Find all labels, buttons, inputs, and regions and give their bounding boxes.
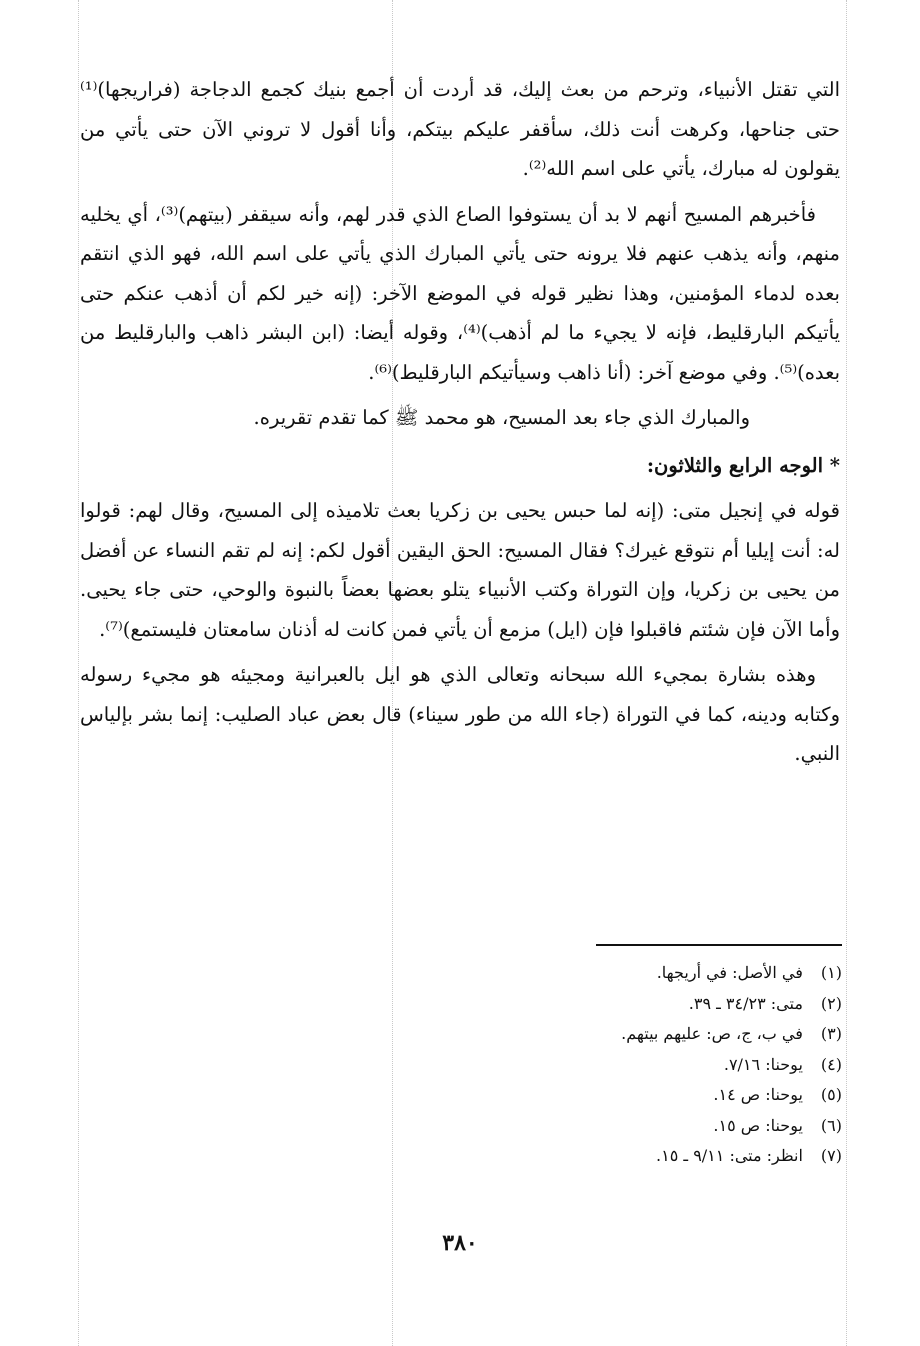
footnote-item	[342, 1080, 842, 1111]
footnote-text: في الأصل: في أريجها.	[656, 963, 803, 982]
footnote-item	[342, 1141, 842, 1172]
paragraph-3: والمبارك الذي جاء بعد المسيح، هو محمد ﷺ كما تقدم تقريره.	[253, 406, 750, 429]
footnote-text: انظر: متى: ٩/١١ ـ ١٥.	[656, 1146, 803, 1165]
footnotes-list	[342, 958, 842, 1172]
paragraph-2: فأخبرهم المسيح أنهم لا بد أن يستوفوا الصاع الذي قدر لهم، وأنه سيقفر (بيتهم)⁽³⁾، أي يخليه منهم، وأنه يذهب عنهم فلا يرونه حتى يأتي المبارك الذي يأتي على اسم الله، فهو الذي انتقم بعده لدماء المؤمنين، وهذا نظير قوله في الموضع الآخر: (إنه خير لكم أن أذهب عنكم حتى يأتيكم البارقليط، فإنه لا يجيء ما لم أذهب)⁽⁴⁾، وقوله أيضا: (ابن البشر ذاهب والبارقليط من بعده)⁽⁵⁾. وفي موضع آخر: (أنا ذاهب وسيأتيكم البارقليط)⁽⁶⁾.	[80, 202, 840, 384]
scan-artifact-line	[846, 0, 847, 1346]
page-number: ٣٨٠	[442, 1230, 478, 1256]
footnote-item	[342, 1050, 842, 1081]
footnote-number: (٧)	[820, 1146, 842, 1165]
footnote-text: يوحنا: ٧/١٦.	[723, 1054, 803, 1074]
paragraph-4: قوله في إنجيل متى: (إنه لما حبس يحيى بن زكريا بعث تلاميذه إلى المسيح، وقال لهم: قولوا له: أنت إيليا أم نتوقع غيرك؟ فقال المسيح: الحق اليقين أقول لكم: إنه لم تقم النساء عن أفضل من يحيى بن زكريا، وإن التوراة وكتب الأنبياء يتلو بعضها بعضاً بالنبوة والوحي، حتى جاء يحيى. وأما الآن فإن شئتم فاقبلوا فإن (ايل) مزمع أن يأتي فمن كانت له أذنان سامعتان فليستمع)⁽⁷⁾.	[80, 499, 840, 641]
footnote-text: متى: ٣٤/٢٣ ـ ٣٩.	[688, 993, 803, 1013]
footnote-number: (١)	[820, 963, 842, 982]
footnote-text: يوحنا: ص ١٥.	[713, 1115, 803, 1135]
footnote-text: في ب، ج، ص: عليهم بيتهم.	[621, 1024, 803, 1043]
footnote-number: (٦)	[820, 1115, 842, 1135]
scan-artifact-line	[78, 0, 79, 1346]
footnote-number: (٤)	[820, 1054, 842, 1074]
footnote-item	[342, 989, 842, 1020]
footnote-text: يوحنا: ص ١٤.	[713, 1085, 803, 1104]
footnote-number: (٣)	[820, 1024, 842, 1043]
footnote-separator	[596, 944, 842, 946]
section-heading: * الوجه الرابع والثلاثون:	[646, 453, 840, 477]
footnote-item	[342, 958, 842, 989]
footnote-number: (٢)	[820, 993, 842, 1013]
paragraph-1: التي تقتل الأنبياء، وترحم من بعث إليك، قد أردت أن أجمع بنيك كجمع الدجاجة (فراريجها)⁽¹⁾ حتى جناحها، وكرهت أنت ذلك، سأقفر عليكم بيتكم، وأنا أقول لا تروني الآن حتى يأتي من يقولون له مبارك، يأتي على اسم الله⁽²⁾.	[80, 78, 840, 180]
footnote-item	[342, 1019, 842, 1050]
paragraph-5: وهذه بشارة بمجيء الله سبحانه وتعالى الذي هو ايل بالعبرانية ومجيئه هو مجيء رسوله وكتابه ودينه، كما في التوراة (جاء الله من طور سيناء) قال بعض عباد الصليب: إنما بشر بإلياس النبي.	[80, 663, 840, 765]
main-text	[80, 70, 840, 780]
footnote-number: (٥)	[820, 1085, 842, 1104]
footnote-item	[342, 1111, 842, 1142]
